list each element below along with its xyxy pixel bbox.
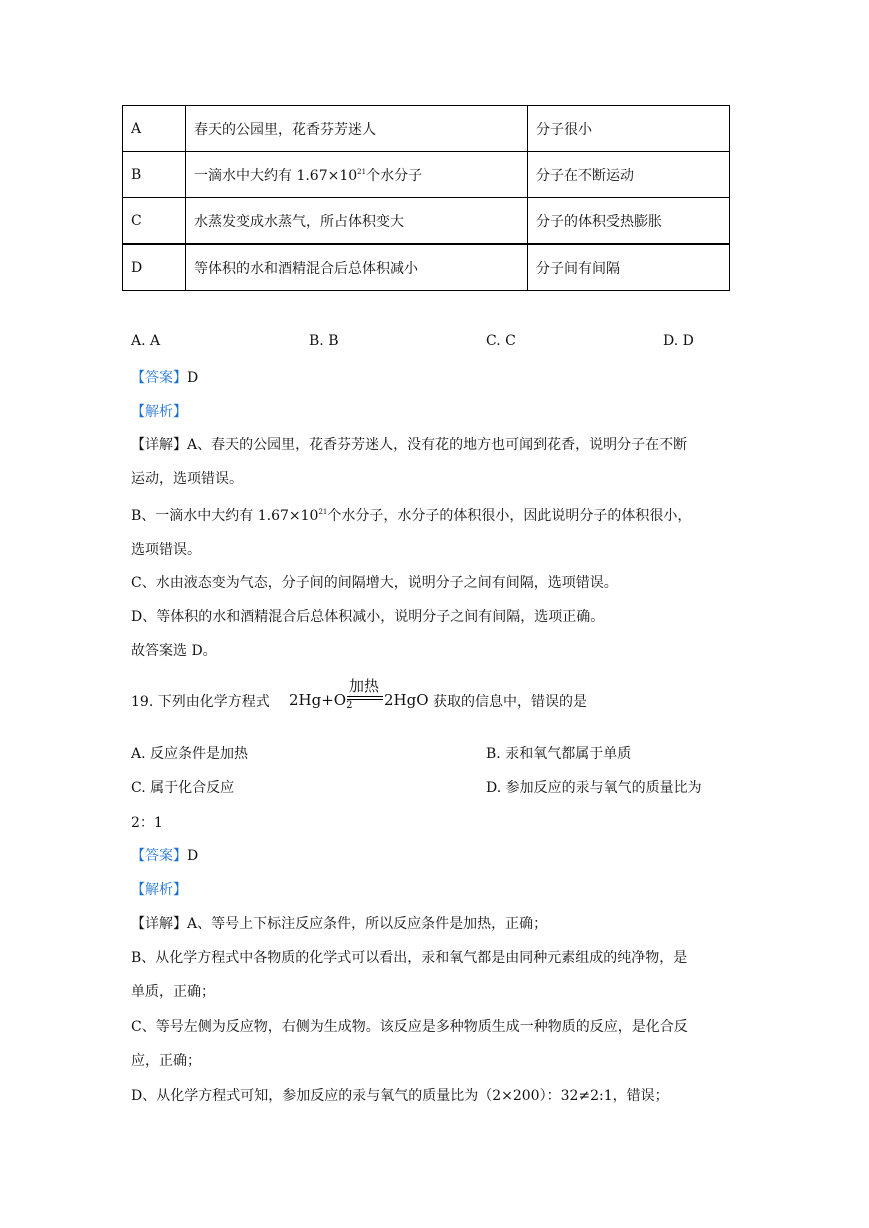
detail-text: B、一滴水中大约有 1.67×10 xyxy=(131,508,319,524)
option-d-continued: 2：1 xyxy=(131,815,163,831)
detail-line xyxy=(131,505,691,525)
exponent: 21 xyxy=(357,167,367,176)
detail-line: D、从化学方程式可知，参加反应的汞与氧气的质量比为（2×200）：32≠2:1，错误； xyxy=(131,1088,669,1104)
row-phenomenon: 等体积的水和酒精混合后总体积减小 xyxy=(186,244,528,291)
detail-line: C、等号左侧为反应物，右侧为生成物。该反应是多种物质生成一种物质的反应，是化合反 xyxy=(131,1019,688,1035)
answer-value: D xyxy=(187,370,199,386)
detail-line: D、等体积的水和酒精混合后总体积减小，说明分子之间有间隔，选项正确。 xyxy=(131,609,605,625)
option-b: B. B xyxy=(309,333,339,349)
option-a: A. 反应条件是加热 xyxy=(131,746,249,762)
option-d: D. 参加反应的汞与氧气的质量比为 xyxy=(486,780,702,796)
equals-line-top xyxy=(347,696,383,697)
exponent: 21 xyxy=(318,508,328,516)
row-letter: D xyxy=(123,244,186,291)
row-phenomenon xyxy=(186,152,528,198)
conclusion-line: 故答案选 D。 xyxy=(131,643,217,659)
option-c: C. 属于化合反应 xyxy=(131,780,235,796)
detail-tag: 【详解】 xyxy=(131,916,187,932)
detail-text: 个水分子，水分子的体积很小，因此说明分子的体积很小， xyxy=(327,508,692,524)
detail-text: A、等号上下标注反应条件，所以反应条件是加热，正确； xyxy=(187,916,548,932)
row-explanation: 分子在不断运动 xyxy=(528,152,730,198)
row-phenomenon: 水蒸发变成水蒸气，所占体积变大 xyxy=(186,198,528,245)
row-explanation: 分子很小 xyxy=(528,106,730,152)
detail-line: B、从化学方程式中各物质的化学式可以看出，汞和氧气都是由同种元素组成的纯净物，是 xyxy=(131,950,688,966)
detail-line: C、水由液态变为气态，分子间的间隔增大，说明分子之间有间隔，选项错误。 xyxy=(131,575,618,591)
row-phenomenon: 春天的公园里，花香芬芳迷人 xyxy=(186,106,528,152)
phenomenon-text: 个水分子 xyxy=(366,167,423,184)
reactants: 2Hg+O xyxy=(289,691,347,709)
detail-line xyxy=(131,434,687,454)
row-explanation: 分子的体积受热膨胀 xyxy=(528,198,730,245)
equation-left xyxy=(289,691,352,709)
row-explanation: 分子间有间隔 xyxy=(528,244,730,291)
option-a: A. A xyxy=(131,333,161,349)
question-stem: 19. 下列由化学方程式 xyxy=(131,694,270,710)
equation-right: 2HgO xyxy=(384,691,429,709)
row-letter: C xyxy=(123,198,186,245)
detail-line xyxy=(131,913,547,933)
row-letter: B xyxy=(123,152,186,198)
question-stem-end: 获取的信息中，错误的是 xyxy=(433,694,587,710)
table-row xyxy=(123,152,730,198)
detail-tag: 【详解】 xyxy=(131,437,187,453)
detail-line: 单质，正确； xyxy=(131,984,215,1000)
subscript: 2 xyxy=(346,700,353,711)
detail-line: 选项错误。 xyxy=(131,542,201,558)
analysis-tag: 【解析】 xyxy=(131,882,187,898)
answer-tag: 【答案】 xyxy=(131,370,187,386)
answer-value: D xyxy=(187,848,199,864)
detail-text: A、春天的公园里，花香芬芳迷人，没有花的地方也可闻到花香，说明分子在不断 xyxy=(187,437,688,453)
table-row xyxy=(123,106,730,152)
statement-table xyxy=(122,105,730,291)
table-row xyxy=(123,244,730,291)
table-row xyxy=(123,198,730,245)
detail-line: 运动，选项错误。 xyxy=(131,471,243,487)
analysis-tag: 【解析】 xyxy=(131,404,187,420)
row-letter: A xyxy=(123,106,186,152)
reaction-condition: 加热 xyxy=(349,677,380,695)
option-b: B. 汞和氧气都属于单质 xyxy=(486,746,632,762)
answer-line xyxy=(131,367,198,387)
answer-line xyxy=(131,845,198,865)
option-c: C. C xyxy=(486,333,516,349)
equals-line-bottom xyxy=(347,699,383,700)
answer-tag: 【答案】 xyxy=(131,848,187,864)
detail-line: 应，正确； xyxy=(131,1053,201,1069)
option-d: D. D xyxy=(663,333,694,349)
phenomenon-text: 一滴水中大约有 1.67×10 xyxy=(194,167,358,184)
